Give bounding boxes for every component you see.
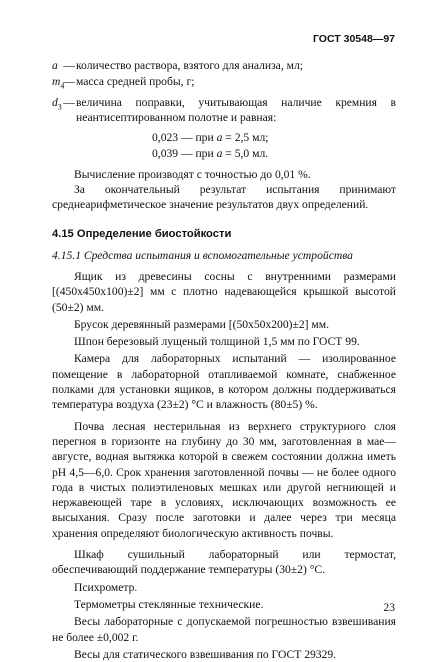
item-paragraph: Ящик из древесины сосны с внутренними размерами [(450x450x100)±2] мм с плотно надевающейся крышкой высотой (50±2) мм. — [52, 269, 396, 314]
definition-row — [52, 74, 396, 94]
item-paragraph: Шпон березовый лущеный толщиной 1,5 мм по ГОСТ 99. — [74, 335, 360, 349]
section-title: 4.15 Определение биостойкости — [52, 228, 232, 241]
definition-text: масса средней пробы, г; — [76, 75, 195, 89]
item-paragraph: Весы для статического взвешивания по ГОСТ 29329. — [74, 647, 337, 661]
item-paragraph: Термометры стеклянные технические. — [74, 597, 264, 611]
definition-symbol: $m_4$ — [52, 75, 65, 91]
item-paragraph: Шкаф сушильный лабораторный или термостат, обеспечивающий поддержание температуры (30±2) °С. — [52, 548, 396, 577]
equation-block — [152, 130, 396, 163]
page-content — [52, 58, 396, 662]
definition-symbol: a — [52, 59, 58, 72]
equation-line: 0,039 — при a = 5,0 мл. — [152, 147, 269, 160]
definition-row — [52, 95, 396, 126]
item-paragraph: Психрометр. — [74, 580, 138, 594]
definition-text: величина поправки, учитывающая наличие кремния в неантисептированном полотне и равная: — [76, 95, 396, 125]
item-paragraph: Почва лесная нестерильная из верхнего структурного слоя перегноя в горизонте на глубину до 30 мм, заготовленная в мае—августе, водная вытяжка которой в свежем состоянии должна иметь рН 4,5—6,0. Срок хранения заготовленной почвы — не более одного года в чистых полиэтиленовых мешках или другой негниющей и нержавеющей таре в условиях, исключающих возможность ее высыхания. Сразу после заготовки и далее через три месяца хранения определяют биологическую активность почвы. — [52, 419, 396, 540]
subsection-title: 4.15.1 Средства испытания и вспомогательные устройства — [52, 248, 353, 262]
page-number: 23 — [383, 601, 395, 614]
definition-symbol: $d_3$ — [52, 95, 62, 112]
item-paragraph: Брусок деревянный размерами [(50x50x200)±2] мм. — [74, 317, 329, 331]
standard-header: ГОСТ 30548—97 — [312, 33, 395, 45]
definition-dash: — — [63, 95, 75, 109]
equation-line: 0,023 — при a = 2,5 мл; — [152, 130, 269, 144]
definition-row — [52, 58, 396, 73]
definition-dash: — — [63, 75, 75, 89]
result-paragraph: За окончательный результат испытания принимают среднеарифметическое значение результатов двух определений. — [52, 182, 396, 212]
item-paragraph: Камера для лабораторных испытаний — изолированное помещение в лабораторной отапливаемой комнате, снабженное полками для установки ящиков, в котором должны поддерживаться температура воздуха (23±2) °С и влажность (80±5) %. — [52, 352, 396, 412]
definition-dash: — — [63, 59, 75, 72]
item-paragraph: Весы лабораторные с допускаемой погрешностью взвешивания не более ±0,002 г. — [52, 615, 396, 644]
accuracy-paragraph: Вычисление производят с точностью до 0,01 %. — [74, 167, 311, 181]
definition-text: количество раствора, взятого для анализа, мл; — [76, 59, 303, 72]
